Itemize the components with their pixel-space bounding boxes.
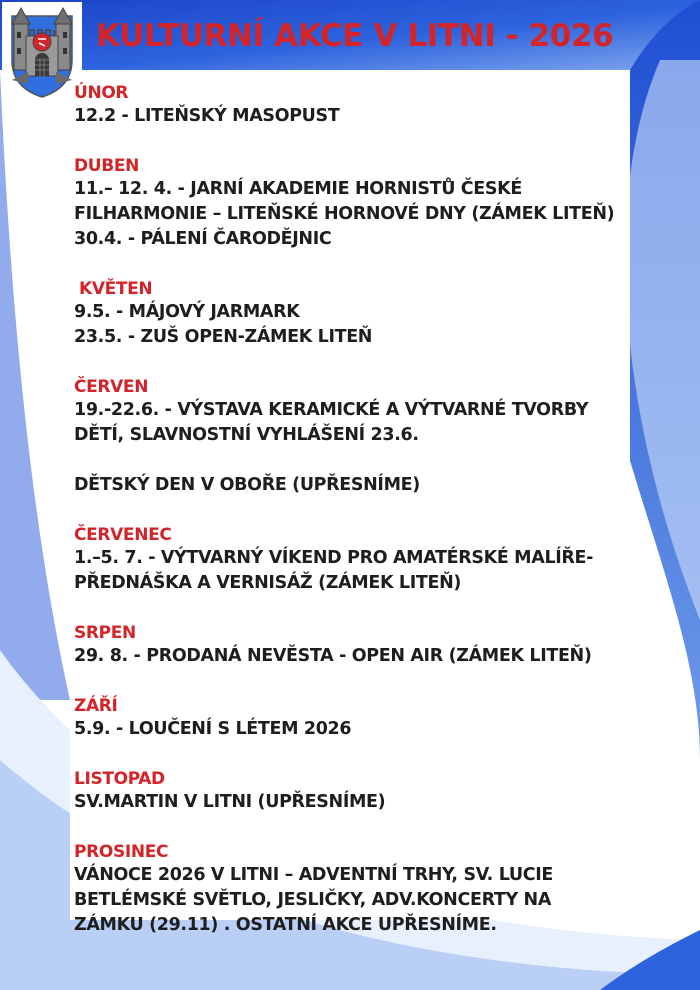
event-line: 23.5. - ZUŠ OPEN-ZÁMEK LITEŇ: [74, 327, 373, 347]
event-line: DĚTÍ, SLAVNOSTNÍ VYHLÁŠENÍ 23.6.: [74, 425, 419, 445]
month-heading: PROSINEC: [74, 842, 169, 862]
month-unor: [74, 82, 634, 129]
month-heading: DUBEN: [74, 156, 139, 176]
event-line: 5.9. - LOUČENÍ S LÉTEM 2026: [74, 719, 352, 739]
event-line: 29. 8. - PRODANÁ NEVĚSTA - OPEN AIR (ZÁMEK LITEŇ): [74, 646, 592, 666]
event-line: BETLÉMSKÉ SVĚTLO, JESLIČKY, ADV.KONCERTY NA: [74, 890, 552, 910]
event-line: FILHARMONIE – LITEŇSKÉ HORNOVÉ DNY (ZÁMEK LITEŇ): [74, 204, 615, 224]
month-kveten: [74, 278, 634, 350]
month-cerven: [74, 376, 634, 498]
event-line: 30.4. - PÁLENÍ ČARODĚJNIC: [74, 229, 332, 249]
month-heading: ÚNOR: [74, 83, 129, 103]
month-listopad: [74, 768, 634, 815]
month-heading: ČERVEN: [74, 377, 149, 397]
month-heading: ČERVENEC: [74, 525, 172, 545]
event-line: PŘEDNÁŠKA A VERNISÁŽ (ZÁMEK LITEŇ): [74, 573, 462, 593]
event-line: SV.MARTIN V LITNI (UPŘESNÍME): [74, 792, 386, 812]
event-line: 1.–5. 7. - VÝTVARNÝ VÍKEND PRO AMATÉRSKÉ MALÍŘE-: [74, 548, 594, 568]
month-heading: LISTOPAD: [74, 769, 165, 789]
event-line: VÁNOCE 2026 V LITNI – ADVENTNÍ TRHY, SV. LUCIE: [74, 865, 553, 885]
month-heading: SRPEN: [74, 623, 136, 643]
event-line: DĚTSKÝ DEN V OBOŘE (UPŘESNÍME): [74, 475, 420, 495]
month-duben: [74, 155, 634, 252]
month-heading: ZÁŘÍ: [74, 696, 118, 716]
month-prosinec: [74, 841, 634, 938]
month-srpen: [74, 622, 634, 669]
page-title: KULTURNÍ AKCE V LITNI - 2026: [96, 18, 614, 54]
events-list: [74, 82, 634, 938]
month-heading: KVĚTEN: [79, 279, 153, 299]
event-line: 11.– 12. 4. - JARNÍ AKADEMIE HORNISTŮ ČESKÉ: [74, 179, 522, 199]
event-line: 9.5. - MÁJOVÝ JARMARK: [74, 302, 300, 322]
month-cervenec: [74, 524, 634, 596]
event-line: 19.-22.6. - VÝSTAVA KERAMICKÉ A VÝTVARNÉ TVORBY: [74, 400, 589, 420]
event-line: 12.2 - LITEŇSKÝ MASOPUST: [74, 106, 340, 126]
month-zari: [74, 695, 634, 742]
castle-coat-of-arms-icon: [2, 2, 82, 100]
event-line: ZÁMKU (29.11) . OSTATNÍ AKCE UPŘESNÍME.: [74, 915, 497, 935]
